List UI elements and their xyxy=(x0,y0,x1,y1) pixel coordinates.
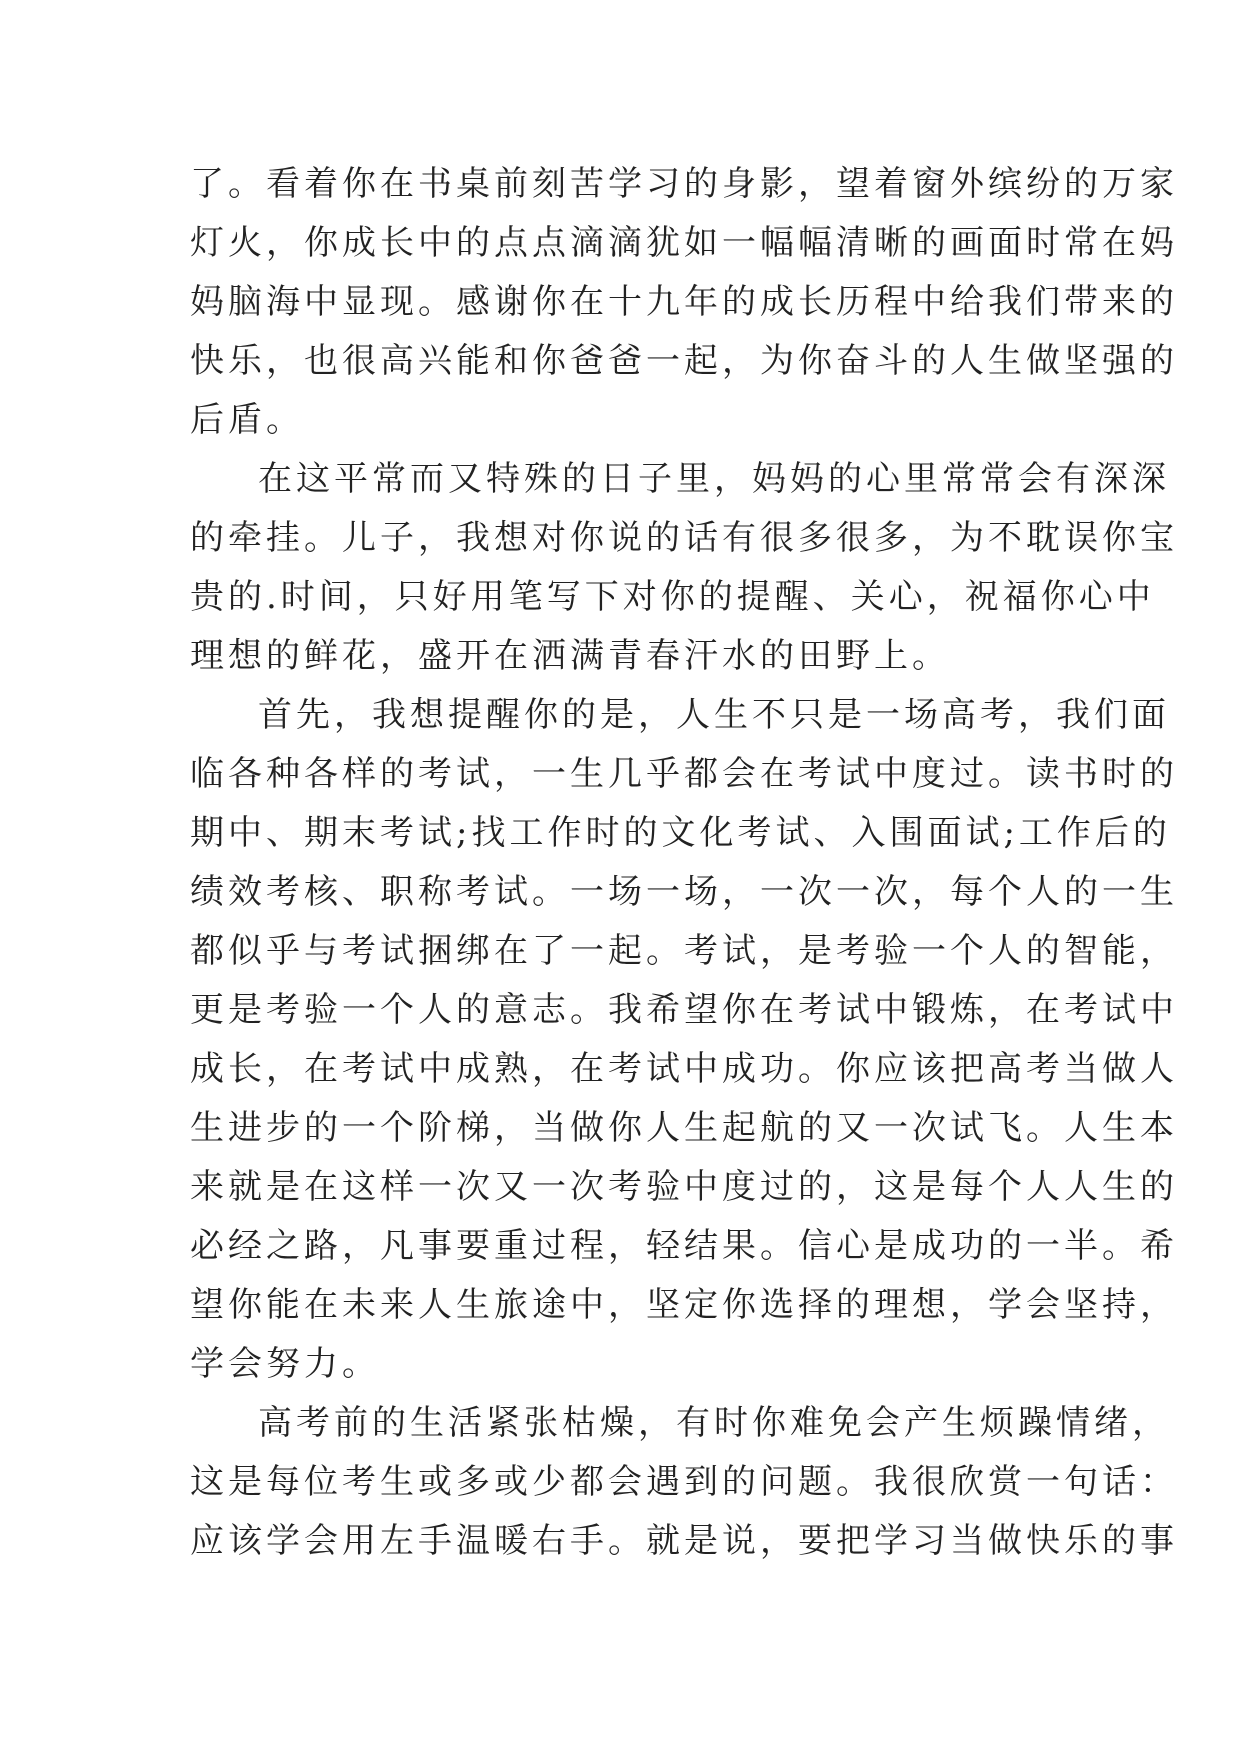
text-line: 灯火，你成长中的点点滴滴犹如一幅幅清晰的画面时常在妈 xyxy=(190,223,1178,263)
text-line: 望你能在未来人生旅途中，坚定你选择的理想，学会坚持， xyxy=(190,1285,1178,1325)
text-line: 学会努力。 xyxy=(190,1344,380,1384)
text-line: 都似乎与考试捆绑在了一起。考试，是考验一个人的智能， xyxy=(190,931,1178,971)
text-line: 贵的.时间，只好用笔写下对你的提醒、关心，祝福你心中 xyxy=(190,577,1155,617)
paragraph-first-line: 在这平常而又特殊的日子里，妈妈的心里常常会有深深 xyxy=(258,459,1170,499)
text-line: 更是考验一个人的意志。我希望你在考试中锻炼，在考试中 xyxy=(190,990,1178,1030)
letter-body xyxy=(190,155,1178,1571)
text-line: 绩效考核、职称考试。一场一场，一次一次，每个人的一生 xyxy=(190,872,1178,912)
text-line: 的牵挂。儿子，我想对你说的话有很多很多，为不耽误你宝 xyxy=(190,518,1178,558)
text-line: 了。看着你在书桌前刻苦学习的身影，望着窗外缤纷的万家 xyxy=(190,164,1178,204)
paragraph-first-line: 首先，我想提醒你的是，人生不只是一场高考，我们面 xyxy=(258,695,1170,735)
text-line: 快乐，也很高兴能和你爸爸一起，为你奋斗的人生做坚强的 xyxy=(190,341,1178,381)
text-line: 临各种各样的考试，一生几乎都会在考试中度过。读书时的 xyxy=(190,754,1178,794)
text-line: 必经之路，凡事要重过程，轻结果。信心是成功的一半。希 xyxy=(190,1226,1178,1266)
paragraph-first-line: 高考前的生活紧张枯燥，有时你难免会产生烦躁情绪， xyxy=(258,1403,1170,1443)
text-line: 妈脑海中显现。感谢你在十九年的成长历程中给我们带来的 xyxy=(190,282,1178,322)
text-line: 后盾。 xyxy=(190,400,304,440)
text-line: 应该学会用左手温暖右手。就是说，要把学习当做快乐的事 xyxy=(190,1521,1178,1561)
text-line: 生进步的一个阶梯，当做你人生起航的又一次试飞。人生本 xyxy=(190,1108,1178,1148)
text-line: 这是每位考生或多或少都会遇到的问题。我很欣赏一句话： xyxy=(190,1462,1178,1502)
text-line: 来就是在这样一次又一次考验中度过的，这是每个人人生的 xyxy=(190,1167,1178,1207)
text-line: 理想的鲜花，盛开在洒满青春汗水的田野上。 xyxy=(190,636,950,676)
text-line: 期中、期末考试;找工作时的文化考试、入围面试;工作后的 xyxy=(190,813,1171,853)
text-line: 成长，在考试中成熟，在考试中成功。你应该把高考当做人 xyxy=(190,1049,1178,1089)
